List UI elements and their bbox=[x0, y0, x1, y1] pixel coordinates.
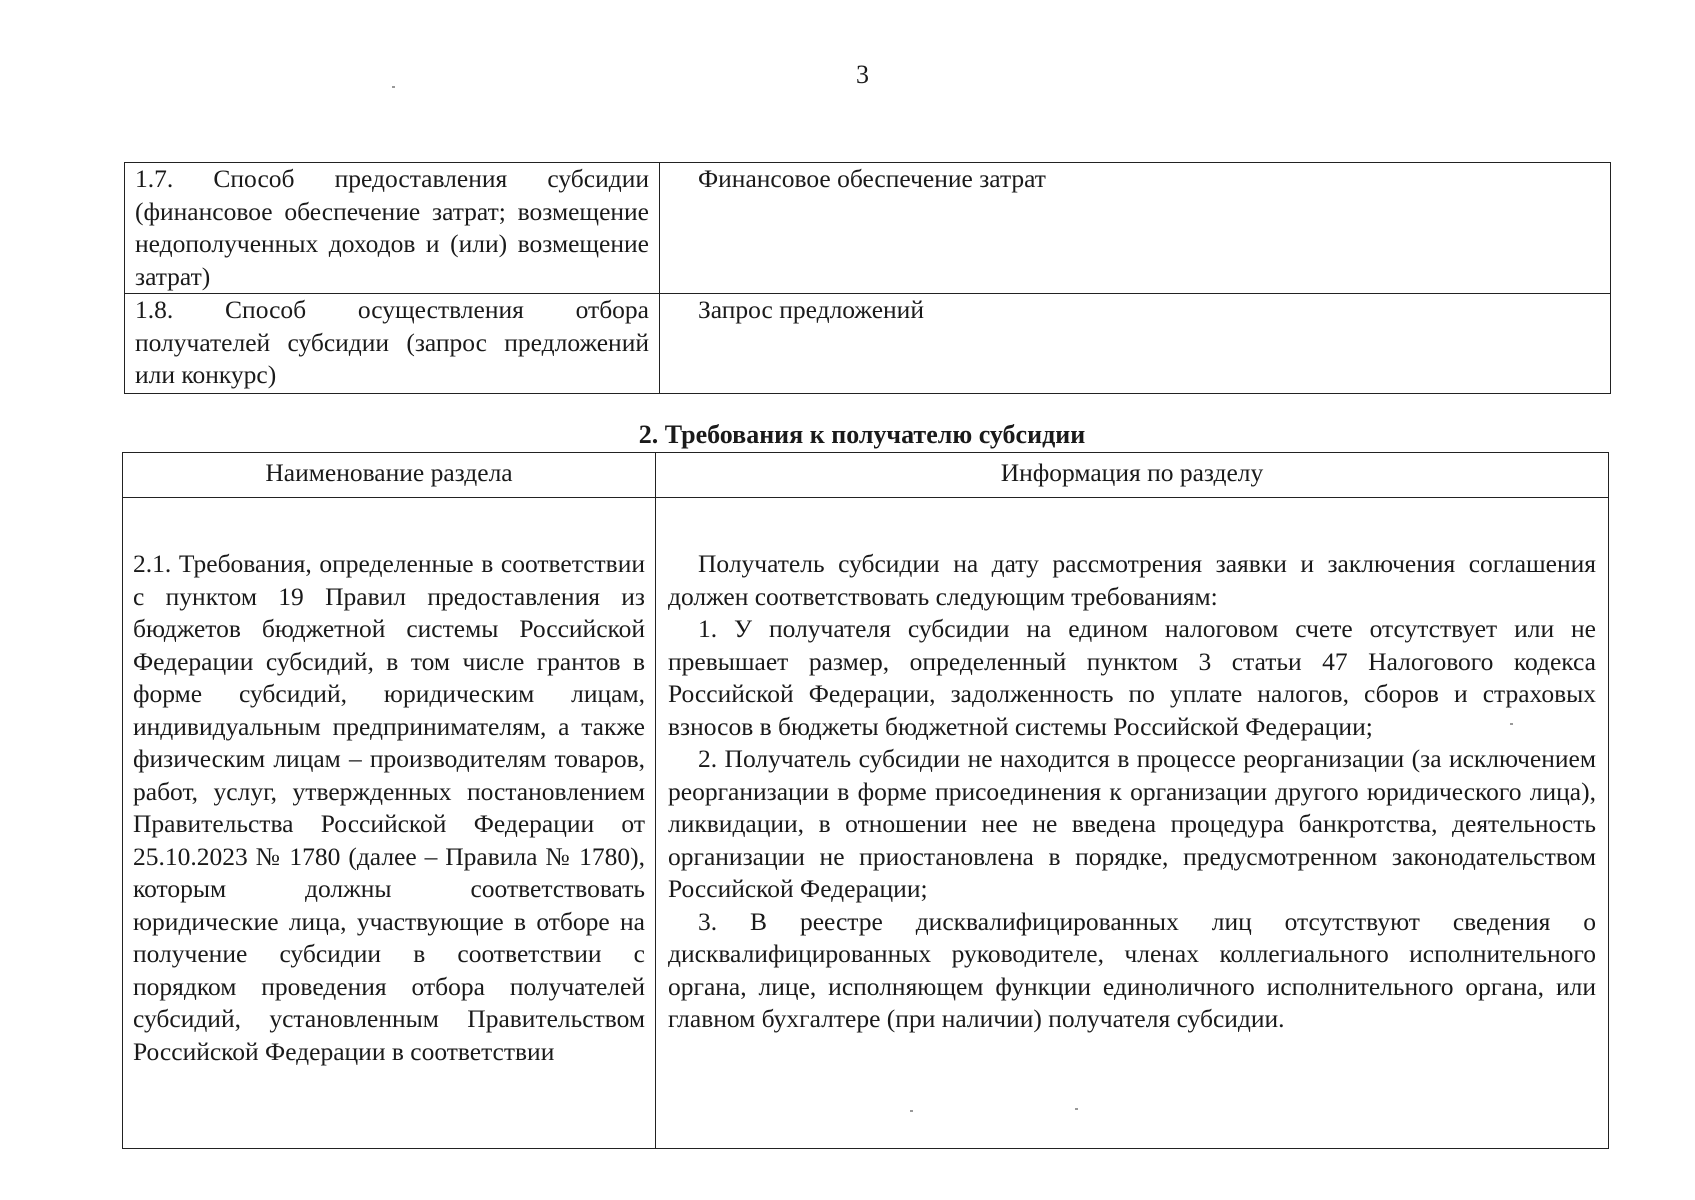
scan-speck bbox=[1510, 723, 1513, 725]
table-row bbox=[125, 163, 1611, 294]
requirement-paragraph: 2. Получатель субсидии не находится в процессе реорганизации (за исключением реорганизации в форме присоединения к организации другого юридического лица), ликвидации, в отношении нее не введена процедура банкротства, деятельность организации не приостановлена в порядке, предусмотренном законодательством Российской Федерации; bbox=[668, 744, 1596, 903]
column-header-section-name: Наименование раздела bbox=[123, 453, 656, 498]
requirement-paragraph: Получатель субсидии на дату рассмотрения заявки и заключения соглашения должен соответствовать следующим требованиям: bbox=[668, 549, 1596, 611]
requirement-name-cell bbox=[123, 498, 656, 1149]
requirements-table bbox=[122, 452, 1609, 1149]
row-value-cell bbox=[660, 294, 1611, 394]
row-name-cell bbox=[125, 294, 660, 394]
row-value-cell bbox=[660, 163, 1611, 294]
page-number: 3 bbox=[856, 60, 869, 89]
section-title: 2. Требования к получателю субсидии bbox=[638, 420, 1086, 449]
scan-speck bbox=[392, 86, 395, 88]
table-row bbox=[123, 498, 1609, 1149]
requirement-info-cell bbox=[656, 498, 1609, 1149]
row-value: Финансовое обеспечение затрат bbox=[698, 164, 1046, 193]
row-name: 1.7. Способ предоставления субсидии (финансовое обеспечение затрат; возмещение недополученных доходов и (или) возмещение затрат) bbox=[135, 164, 649, 291]
column-header-section-info: Информация по разделу bbox=[656, 453, 1609, 498]
scan-speck bbox=[910, 1110, 913, 1112]
row-name-cell bbox=[125, 163, 660, 294]
row-name: 1.8. Способ осуществления отбора получателей субсидии (запрос предложений или конкурс) bbox=[135, 295, 649, 389]
table-row bbox=[125, 294, 1611, 394]
scan-speck bbox=[1075, 1108, 1078, 1110]
requirement-info bbox=[656, 548, 1608, 1036]
info-table bbox=[124, 162, 1611, 394]
row-value: Запрос предложений bbox=[698, 295, 924, 324]
table-header-row bbox=[123, 453, 1609, 498]
requirement-paragraph: 3. В реестре дисквалифицированных лиц отсутствуют сведения о дисквалифицированных руководителе, членах коллегиального исполнительного органа, лице, исполняющем функции единоличного исполнительного органа, или главном бухгалтере (при наличии) получателя субсидии. bbox=[668, 906, 1596, 1033]
requirement-paragraph: 1. У получателя субсидии на едином налоговом счете отсутствует или не превышает размер, определенный пунктом 3 статьи 47 Налогового кодекса Российской Федерации, задолженность по уплате налогов, сборов и страховых взносов в бюджеты бюджетной системы Российской Федерации; bbox=[668, 614, 1596, 741]
requirement-name: 2.1. Требования, определенные в соответствии с пунктом 19 Правил предоставления из бюджетов бюджетной системы Российской Федерации субсидий, в том числе грантов в форме субсидий, юридическим лицам, индивидуальным предпринимателям, а также физическим лицам – производителям товаров, работ, услуг, утвержденных постановлением Правительства Российской Федерации от 25.10.2023 № 1780 (далее – Правила № 1780), которым должны соответствовать юридические лица, участвующие в отборе на получение субсидии в соответствии с порядком проведения отбора получателей субсидий, установленным Правительством Российской Федерации в соответствии bbox=[133, 549, 645, 1066]
